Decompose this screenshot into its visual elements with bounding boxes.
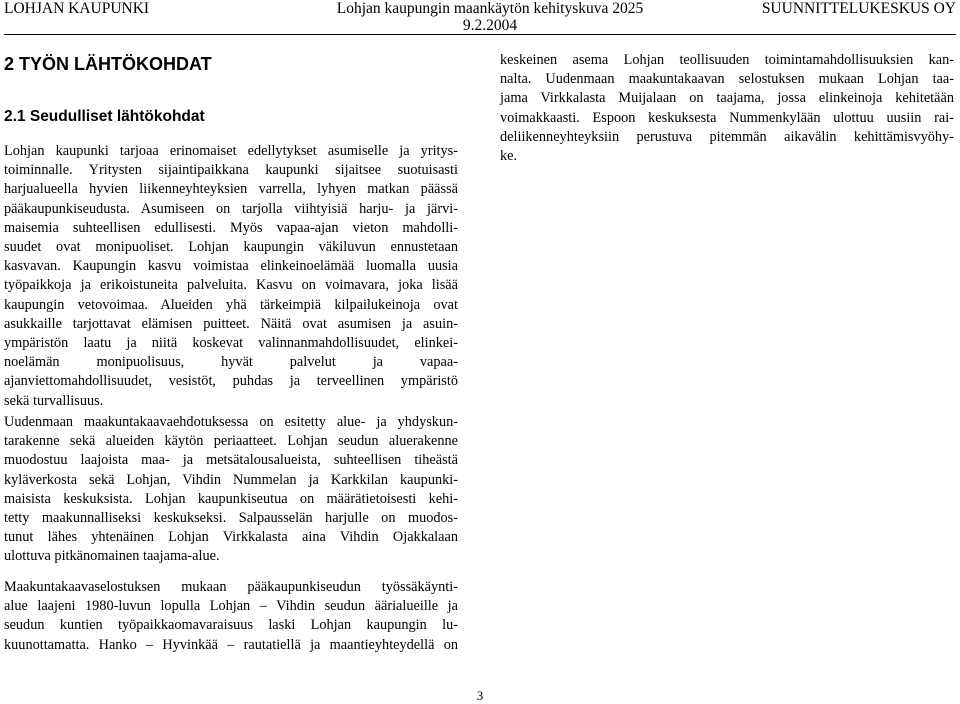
page-header xyxy=(0,0,960,34)
subsection-heading: 2.1 Seudulliset lähtökohdat xyxy=(4,108,205,125)
text-line: suudet ovat monipuoliset. Lohjan kaupungin väkiluvun ennustetaan xyxy=(4,239,458,256)
section-heading: 2 TYÖN LÄHTÖKOHDAT xyxy=(4,54,212,74)
header-divider xyxy=(4,34,956,35)
paragraph-continuation xyxy=(500,51,954,166)
text-line: alue laajeni 1980-luvun lopulla Lohjan – Vihdin seudun äärialueille ja xyxy=(4,598,458,615)
text-line: tetty maakunnalliseksi keskukseksi. Salpausselän harjulle on muodos- xyxy=(4,510,458,527)
text-line: työpaikkoja ja erikoistuneita palveluita. Kasvu on voimavara, joka lisää xyxy=(4,277,458,294)
text-line: ajanviettomahdollisuudet, vesistöt, puhdas ja terveellinen ympäristö xyxy=(4,373,458,390)
text-line: kasvavan. Kaupungin kasvu voimistaa elinkeinoelämää luomalla uusia xyxy=(4,258,458,275)
text-line: pääkaupunkiseudusta. Asumiseen on tarjolla viihtyisiä harju- ja järvi- xyxy=(4,200,458,217)
text-line: deliikenneyhteyksiin perustuva pitemmän aikavälin kehittämisvyöhy- xyxy=(500,128,954,145)
text-line: nalta. Uudenmaan maakuntakaavan selostuksen mukaan Lohjan taa- xyxy=(500,71,954,88)
text-line: keskeinen asema Lohjan teollisuuden toimintamahdollisuuksien kan- xyxy=(500,52,954,68)
text-line: Uudenmaan maakuntakaavaehdotuksessa on esitetty alue- ja yhdyskun- xyxy=(4,414,458,430)
text-line: maisista keskuksista. Lohjan kaupunkiseutua on määrätietoisesti kehi- xyxy=(4,490,458,507)
text-line: kuunottamatta. Hanko – Hyvinkää – rautatiellä ja maantieyhteydellä on xyxy=(4,636,458,653)
header-organization: LOHJAN KAUPUNKI xyxy=(4,0,150,17)
text-line: Maakuntakaavaselostuksen mukaan pääkaupunkiseudun työssäkäynti- xyxy=(4,579,458,595)
text-line: toiminnalle. Yritysten sijaintipaikkana kaupunki sijaitsee suotuisasti xyxy=(4,162,458,179)
page-number: 3 xyxy=(476,688,484,703)
text-line: asukkaille tarjottavat elämisen puitteet. Näitä ovat asumisen ja asuin- xyxy=(4,315,458,332)
paragraph-commuting xyxy=(4,578,458,655)
text-line: jama Virkkalasta Muijalaan on taajama, jossa elinkeinoja kehitetään xyxy=(500,90,954,107)
text-line: ympäristön laatu ja niitä koskevat valinnanmahdollisuudet, elinkei- xyxy=(4,335,458,352)
text-line: harjualueella hyvien liikenneyhteyksien varrella, lyhyen matkan päässä xyxy=(4,181,458,198)
header-company: SUUNNITTELUKESKUS OY xyxy=(761,0,956,17)
text-line: seudun kuntien työpaikkaomavaraisuus laski Lohjan kaupungin lu- xyxy=(4,617,458,634)
paragraph-regional-plan xyxy=(4,413,458,567)
text-line: kaupungin vetovoimaa. Alueiden yhä tärkeimpiä kilpailukeinoja ovat xyxy=(4,296,458,313)
header-title-text: Lohjan kaupungin maankäytön kehityskuva 2025 xyxy=(336,0,644,17)
text-line: tunut lähes yhtenäinen Lohjan Virkkalasta aina Vihdin Ojakkalaan xyxy=(4,529,458,546)
header-date: 9.2.2004 xyxy=(462,17,518,34)
paragraph-intro xyxy=(4,142,458,411)
header-document-title xyxy=(300,0,680,34)
text-line: voimakkaasti. Espoon keskuksesta Nummenkylään ulottuu uusiin rai- xyxy=(500,109,954,126)
text-line: kyläverkosta sekä Lohjan, Vihdin Nummelan ja Karkkilan kaupunki- xyxy=(4,471,458,488)
text-line: ke. xyxy=(500,148,518,165)
text-line: sekä turvallisuus. xyxy=(4,392,104,409)
text-line: ulottuva pitkänomainen taajama-alue. xyxy=(4,548,220,565)
text-line: maisemia suhteellisen edullisesti. Myös vapaa-ajan vieton mahdolli- xyxy=(4,219,458,236)
text-line: noelämän monipuolisuus, hyvät palvelut ja vapaa- xyxy=(4,354,458,371)
text-line: tarakenne sekä alueiden käytön periaatteet. Lohjan seudun aluerakenne xyxy=(4,433,458,450)
text-line: Lohjan kaupunki tarjoaa erinomaiset edellytykset asumiselle ja yritys- xyxy=(4,143,458,159)
text-line: muodostuu laajoista maa- ja metsätalousalueista, suhteellisen tiheästä xyxy=(4,452,458,469)
